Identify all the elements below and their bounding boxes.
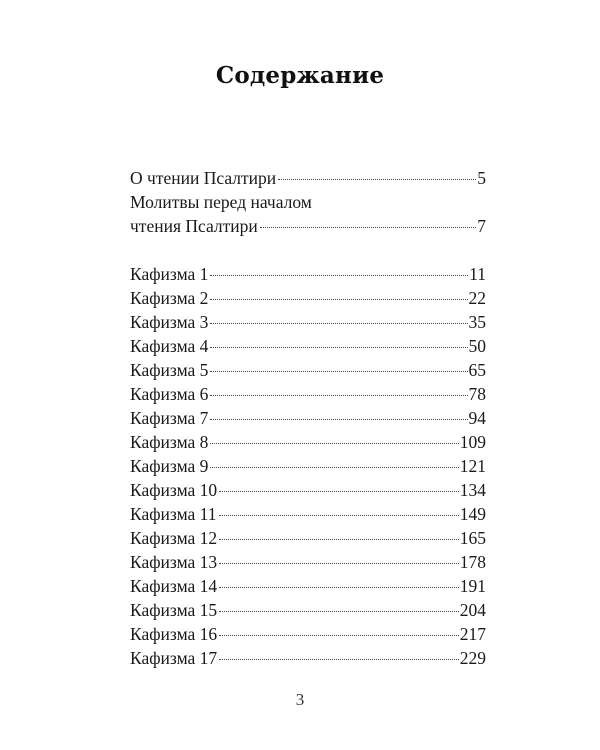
dot-leader <box>210 443 458 444</box>
toc-entry[interactable] <box>130 526 486 550</box>
toc-entry[interactable] <box>130 286 486 310</box>
toc-entry[interactable] <box>130 478 486 502</box>
toc-entry-page: 149 <box>459 504 486 524</box>
toc-entry-title: Кафизма 7 <box>130 408 209 428</box>
toc-entry[interactable] <box>130 574 486 598</box>
dot-leader <box>260 227 476 228</box>
page-title: Содержание <box>215 62 385 89</box>
toc-entry-title: О чтении Псалтири <box>130 168 277 188</box>
dot-leader <box>219 563 459 564</box>
toc-entry-page: 50 <box>468 336 486 356</box>
dot-leader <box>278 179 476 180</box>
dot-leader <box>219 539 459 540</box>
toc-entry[interactable] <box>130 646 486 670</box>
toc-entry-title: Молитвы перед началом <box>130 192 312 212</box>
toc-entry[interactable] <box>130 262 486 286</box>
dot-leader <box>219 491 459 492</box>
dot-leader <box>210 395 467 396</box>
toc-entry-page: 35 <box>468 312 486 332</box>
dot-leader <box>210 323 467 324</box>
toc-intro-section <box>130 166 486 238</box>
toc-entry-title: Кафизма 2 <box>130 288 209 308</box>
dot-leader <box>219 515 459 516</box>
dot-leader <box>219 587 459 588</box>
dot-leader <box>219 611 459 612</box>
toc-entry[interactable] <box>130 550 486 574</box>
toc-entry[interactable] <box>130 454 486 478</box>
toc-entry[interactable] <box>130 406 486 430</box>
toc-entry-title: Кафизма 13 <box>130 552 218 572</box>
dot-leader <box>210 347 467 348</box>
toc-entry-title: Кафизма 9 <box>130 456 209 476</box>
toc-entry-page: 204 <box>459 600 486 620</box>
toc-entry[interactable] <box>130 598 486 622</box>
toc-entry-page: 7 <box>477 216 486 236</box>
toc-entry-page: 78 <box>468 384 486 404</box>
toc-entry[interactable] <box>130 166 486 190</box>
toc-entry-title: Кафизма 5 <box>130 360 209 380</box>
toc-entry-title: Кафизма 11 <box>130 504 217 524</box>
dot-leader <box>219 635 459 636</box>
toc-entry-title: Кафизма 4 <box>130 336 209 356</box>
dot-leader <box>210 371 467 372</box>
toc-entry[interactable] <box>130 310 486 334</box>
toc-entry-title: Кафизма 17 <box>130 648 218 668</box>
toc-entry-page: 65 <box>468 360 486 380</box>
toc-entry-title: Кафизма 10 <box>130 480 218 500</box>
toc-entry-line[interactable] <box>130 190 486 214</box>
toc-entry-title: Кафизма 8 <box>130 432 209 452</box>
toc-entry-title: чтения Псалтири <box>130 216 258 236</box>
dot-leader <box>210 299 467 300</box>
toc-entry-line[interactable] <box>130 214 486 238</box>
toc-entry-title: Кафизма 14 <box>130 576 218 596</box>
toc-entry[interactable] <box>130 430 486 454</box>
toc-entry-page: 109 <box>459 432 486 452</box>
toc-entry-page: 229 <box>459 648 486 668</box>
dot-leader <box>210 275 468 276</box>
toc-entry-page: 165 <box>459 528 486 548</box>
dot-leader <box>210 419 467 420</box>
toc-entry-title: Кафизма 3 <box>130 312 209 332</box>
toc-entry-title: Кафизма 12 <box>130 528 218 548</box>
toc-entry-page: 94 <box>468 408 486 428</box>
toc-entry-title: Кафизма 1 <box>130 264 209 284</box>
toc-entry[interactable] <box>130 382 486 406</box>
toc-entry-page: 178 <box>459 552 486 572</box>
toc-entry-page: 217 <box>459 624 486 644</box>
toc-entry-page: 191 <box>459 576 486 596</box>
toc-entry[interactable] <box>130 622 486 646</box>
toc-entry-page: 134 <box>459 480 486 500</box>
toc-entry[interactable] <box>130 358 486 382</box>
toc-entry-page: 22 <box>468 288 486 308</box>
dot-leader <box>219 659 459 660</box>
page-number: 3 <box>295 690 305 709</box>
toc-entry-page: 5 <box>477 168 486 188</box>
dot-leader <box>210 467 458 468</box>
toc-entry-title: Кафизма 15 <box>130 600 218 620</box>
toc-entry-page: 121 <box>459 456 486 476</box>
toc-entry[interactable] <box>130 334 486 358</box>
toc-entry[interactable] <box>130 502 486 526</box>
toc-kathisma-section <box>130 262 486 670</box>
toc-entry-title: Кафизма 16 <box>130 624 218 644</box>
toc-entry-title: Кафизма 6 <box>130 384 209 404</box>
toc-entry-page: 11 <box>469 264 486 284</box>
